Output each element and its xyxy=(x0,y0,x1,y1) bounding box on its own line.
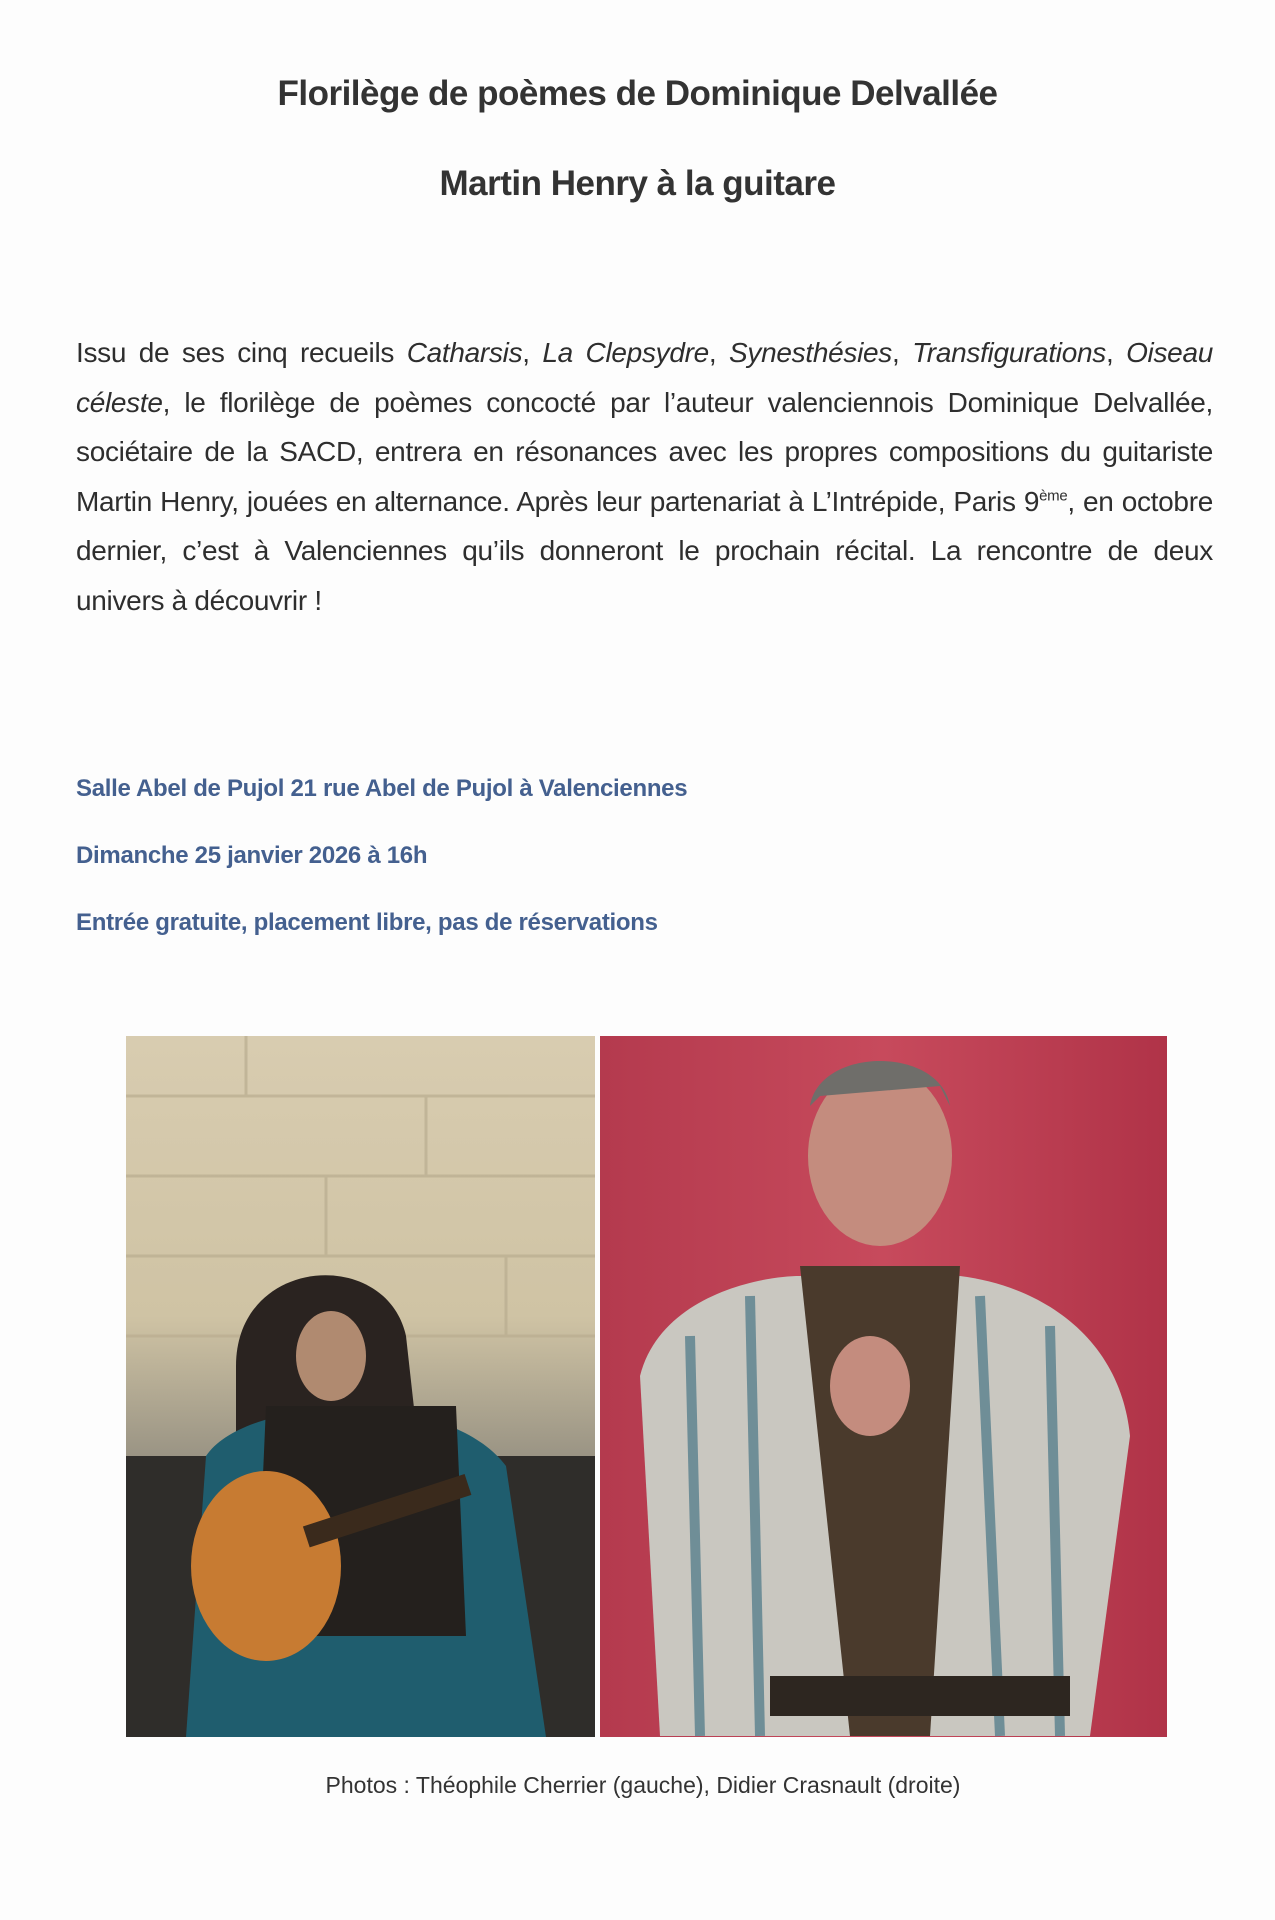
venue-info: Salle Abel de Pujol 21 rue Abel de Pujol à Valenciennes xyxy=(76,775,688,802)
entry-info: Entrée gratuite, placement libre, pas de réservations xyxy=(76,909,658,936)
text: , xyxy=(522,337,543,368)
text: Issu de ses cinq recueils xyxy=(76,337,407,368)
date-info: Dimanche 25 janvier 2026 à 16h xyxy=(76,842,428,869)
text: , xyxy=(708,337,730,368)
text: , en octobre dernier, c’est à Valenciennes qu’ils donneront le prochain récital. La rencontre de deux univers à découvrir ! xyxy=(76,485,1213,616)
text: , xyxy=(1105,337,1127,368)
text: , le florilège de poèmes concocté par l’auteur valenciennois Dominique Delvallée, sociétaire de la SACD, entrera en résonances avec les propres compositions du guitariste Martin Henry, jouées en alternance. Après leur partenariat à L’Intrépide, Paris 9 xyxy=(76,386,1213,517)
book-title: La Clepsydre xyxy=(542,337,709,368)
page-title: Florilège de poèmes de Dominique Delvallée xyxy=(277,74,998,113)
book-title: Transfigurations xyxy=(912,337,1106,368)
book-title: Synesthésies xyxy=(729,337,892,368)
photo-caption: Photos : Théophile Cherrier (gauche), Didier Crasnault (droite) xyxy=(325,1772,961,1798)
text: , xyxy=(891,337,913,368)
superscript: ème xyxy=(1039,487,1068,505)
book-title: Oiseau céleste xyxy=(76,337,1213,418)
photo-poet xyxy=(600,1036,1167,1737)
book-title: Catharsis xyxy=(406,337,523,368)
photo-guitarist xyxy=(126,1036,595,1737)
page-subtitle: Martin Henry à la guitare xyxy=(439,164,836,203)
description-paragraph xyxy=(76,328,1213,625)
